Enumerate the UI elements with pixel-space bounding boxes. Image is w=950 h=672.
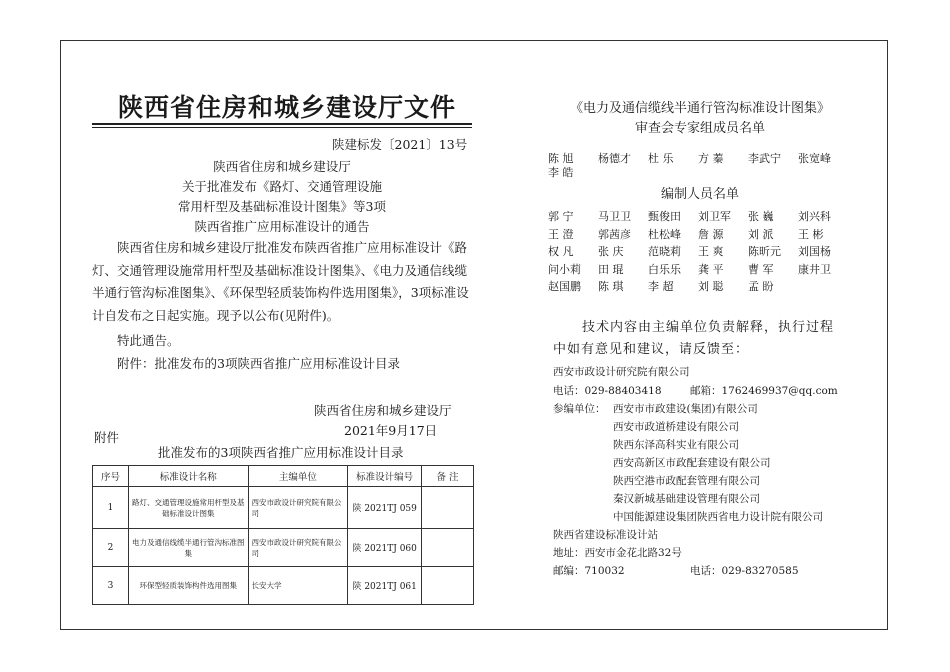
cell-note (422, 529, 474, 567)
compiler-name: 李 超 (648, 280, 674, 293)
compiler-name: 郭 宁 (548, 210, 574, 223)
cell-name: 环保型轻质装饰构件选用图集 (128, 567, 248, 605)
cell-unit: 西安市政设计研究院有限公司 (248, 529, 348, 567)
table-row (93, 567, 474, 605)
header-no: 序号 (93, 466, 129, 487)
compiler-name: 詹 源 (698, 227, 724, 241)
compiler-name: 范晓莉 (648, 245, 681, 258)
header-name: 标准设计名称 (128, 466, 248, 487)
right-title-line-2: 审查会专家组成员名单 (634, 121, 765, 136)
cell-unit: 长安大学 (248, 567, 348, 605)
compiler-name: 张 巍 (748, 210, 774, 223)
expert-row (548, 152, 831, 166)
participant-unit: 西安市政道桥建设有限公司 (613, 421, 739, 433)
compiler-name: 王 彬 (798, 227, 824, 241)
compiler-row (548, 278, 831, 296)
cell-note (422, 567, 474, 605)
compiler-name: 龚 平 (698, 262, 724, 276)
compiler-name: 刘 聪 (698, 280, 724, 293)
compiler-name: 王 澄 (548, 227, 574, 241)
participant-unit: 陕西东泽高科实业有限公司 (613, 439, 739, 451)
expert-list (548, 152, 831, 180)
header-note: 备 注 (422, 466, 474, 487)
station-address: 地址：西安市金花北路32号 (553, 547, 682, 559)
cell-no: 3 (93, 567, 129, 605)
compiler-name: 问小莉 (548, 262, 581, 276)
expert-row (548, 166, 831, 180)
right-title-line-1: 《电力及通信缆线半通行管沟标准设计图集》 (569, 101, 830, 116)
cell-code: 陕 2021TJ 059 (348, 487, 422, 529)
compiler-name: 杜松峰 (648, 227, 681, 241)
notice-body: 陕西省住房和城乡建设厅批准发布陕西省推广应用标准设计《路灯、交通管理设施常用杆型及基础标准设计图集》、《电力及通信线缆半通行管沟标准图集》、《环保型轻质装饰构件选用图集》，3项标准设计自发布之日起实施。现予以公布(见附件)。 (92, 240, 469, 323)
editor-phone: 电话：029-88403418 (553, 385, 662, 397)
compiler-name: 陈昕元 (748, 245, 781, 258)
editor-org: 西安市政设计研究院有限公司 (553, 366, 690, 378)
compiler-name: 刘 派 (748, 227, 774, 241)
notice-line-1: 陕西省住房和城乡建设厅 (213, 159, 351, 174)
standards-station: 陕西省建设标准设计站 (553, 529, 658, 541)
compiler-name: 赵国鹏 (548, 280, 581, 293)
compiler-name: 马卫卫 (598, 210, 631, 223)
expert-name: 李武宁 (748, 152, 781, 165)
participant-unit: 西安市市政建设(集团)有限公司 (613, 403, 758, 415)
compiler-name: 刘国杨 (798, 245, 831, 258)
attachment-line: 附件：批准发布的3项陕西省推广应用标准设计目录 (117, 356, 400, 371)
participant-unit: 秦汉新城基础建设管理有限公司 (613, 493, 760, 505)
participant-unit: 西安高新区市政配套建设有限公司 (613, 457, 771, 469)
station-postcode: 邮编：710032 (553, 565, 625, 577)
editor-email: 邮箱：1762469937@qq.com (690, 385, 838, 397)
compiler-name: 康井卫 (798, 262, 831, 276)
compiler-name: 刘卫军 (698, 210, 731, 223)
signature: 陕西省住房和城乡建设厅 (314, 403, 452, 418)
expert-name: 张宽峰 (798, 152, 831, 165)
attachment-label: 附件 (94, 430, 120, 445)
expert-name: 方 蓁 (698, 152, 724, 165)
compile-title: 编制人员名单 (660, 187, 739, 202)
compiler-name: 陈 琪 (598, 280, 624, 293)
compiler-row (548, 226, 831, 244)
tech-note-line-1: 技术内容由主编单位负责解释，执行过程 (582, 320, 835, 335)
compiler-name: 权 凡 (548, 245, 574, 258)
compiler-name: 甄俊田 (648, 210, 681, 223)
table-title: 批准发布的3项陕西省推广应用标准设计目录 (158, 445, 404, 460)
cell-note (422, 487, 474, 529)
compiler-name: 曹 军 (748, 262, 774, 276)
cell-no: 1 (93, 487, 129, 529)
title-rule-thin (92, 127, 472, 128)
compiler-name: 刘兴科 (798, 210, 831, 223)
participant-unit: 中国能源建设集团陕西省电力设计院有限公司 (613, 511, 823, 523)
header-code: 标准设计编号 (348, 466, 422, 487)
cell-no: 2 (93, 529, 129, 567)
participants-label: 参编单位： (553, 403, 606, 415)
expert-name: 李 皓 (548, 166, 574, 179)
title-rule-thick (92, 123, 472, 125)
notice-line-2: 关于批准发布《路灯、交通管理设施 (181, 179, 382, 194)
station-phone: 电话：029-83270585 (690, 565, 799, 577)
compiler-list (548, 208, 831, 296)
header-unit: 主编单位 (248, 466, 348, 487)
compiler-name: 王 爽 (698, 245, 724, 258)
cell-name: 电力及通信线缆半通行管沟标准图集 (128, 529, 248, 567)
special-notice: 特此通告。 (117, 333, 180, 348)
compiler-row (548, 261, 831, 279)
table-row (93, 487, 474, 529)
table-header-row (93, 466, 474, 487)
document-title: 陕西省住房和城乡建设厅文件 (118, 93, 457, 122)
notice-line-4: 陕西省推广应用标准设计的通告 (194, 219, 370, 234)
document-number: 陕建标发〔2021〕13号 (332, 137, 468, 152)
expert-name: 陈 旭 (548, 152, 574, 165)
compiler-row (548, 208, 831, 226)
cell-name: 路灯、交通管理设施常用杆型及基础标准设计图集 (128, 487, 248, 529)
issue-date: 2021年9月17日 (344, 423, 438, 438)
participant-unit: 陕西空港市政配套管理有限公司 (613, 475, 760, 487)
notice-line-3: 常用杆型及基础标准设计图集》等3项 (178, 199, 386, 214)
compiler-name: 孟 盼 (748, 280, 774, 293)
compiler-row (548, 243, 831, 261)
cell-code: 陕 2021TJ 061 (348, 567, 422, 605)
cell-code: 陕 2021TJ 060 (348, 529, 422, 567)
compiler-name: 张 庆 (598, 245, 624, 258)
standards-table (92, 465, 474, 605)
expert-name: 杨德才 (598, 152, 631, 165)
expert-name: 杜 乐 (648, 152, 674, 165)
compiler-name: 白乐乐 (648, 262, 681, 276)
compiler-name: 郭茜彦 (598, 227, 631, 241)
compiler-name: 田 琨 (598, 262, 624, 276)
tech-note-line-2: 中如有意见和建议，请反馈至： (553, 342, 750, 357)
table-row (93, 529, 474, 567)
cell-unit: 西安市政设计研究院有限公司 (248, 487, 348, 529)
